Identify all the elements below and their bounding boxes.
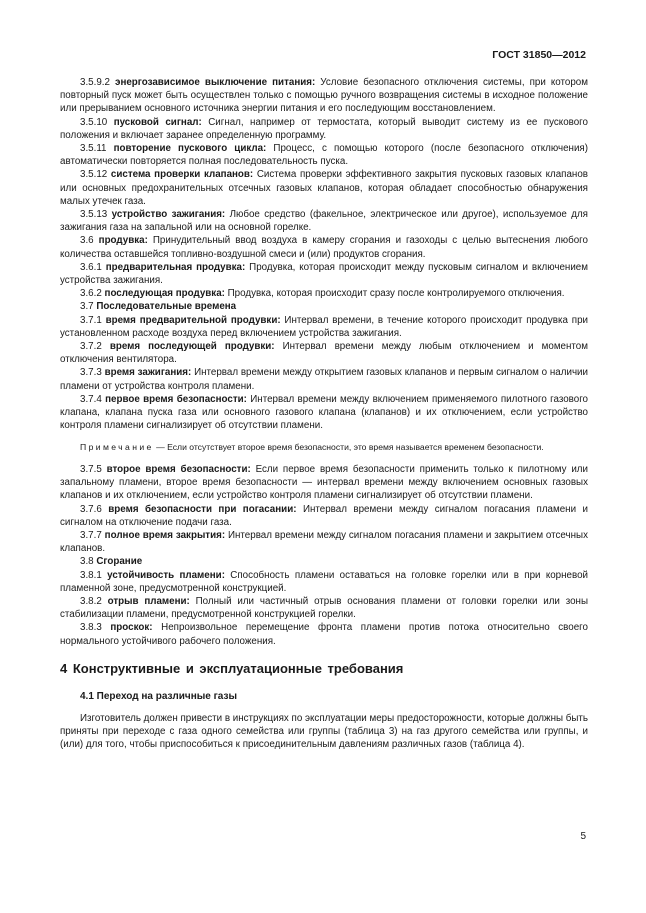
paragraph-3-5-13: 3.5.13 устройство зажигания: Любое средство (факельное, электрическое или другое), используемое для зажигания газа на запальной или на основной горелке. (60, 209, 588, 234)
term: время безопасности при погасании: (108, 503, 297, 515)
document-body (60, 76, 588, 752)
paragraph-3-7-3: 3.7.3 время зажигания: Интервал времени между открытием газовых клапанов и первым сигналом о наличии пламени от устройства контроля пламени. (60, 367, 588, 392)
term: отрыв пламени: (107, 596, 190, 608)
term: продувка: (98, 235, 148, 247)
term: Последовательные времена (96, 301, 237, 313)
paragraph-3-7-4: 3.7.4 первое время безопасности: Интервал времени между включением применяемого пилотного газового клапана, клапана пуска газа или основного газового клапана (клапанов) и их отключением, если устройство контроля пламени сигнализирует об отсутствии пламени. (60, 393, 588, 432)
page-number: 5 (580, 831, 586, 842)
paragraph-3-7-2: 3.7.2 время последующей продувки: Интервал времени между любым отключением и моментом отключения вентилятора. (60, 341, 588, 366)
term: время предварительной продувки: (105, 314, 281, 326)
paragraph-3-8: 3.8 Сгорание (80, 556, 143, 568)
paragraph-3-5-10: 3.5.10 пусковой сигнал: Сигнал, например от термостата, который выводит систему из ее пускового положения и включает заранее определенную программу. (60, 116, 588, 141)
note-label: Примечание (80, 442, 154, 453)
term: Сгорание (96, 556, 143, 568)
paragraph-3-7-7: 3.7.7 полное время закрытия: Интервал времени между сигналом погасания пламени и закрытием отсечных клапанов. (60, 530, 588, 555)
subsection-title: 4.1 Переход на различные газы (80, 690, 237, 702)
paragraph-3-7: 3.7 Последовательные времена (80, 301, 237, 313)
paragraph-3-5-9-2: 3.5.9.2 энергозависимое выключение питания: Условие безопасного отключения системы, при котором повторный пуск может быть осуществлен только с помощью ручного возвращения системы в исходное положение или прерыванием основного источника энергии питания и его последующим восстановлением. (60, 77, 588, 115)
note (60, 441, 588, 454)
term: время зажигания: (104, 367, 192, 379)
term: устройство зажигания: (111, 209, 226, 221)
paragraph-3-8-3: 3.8.3 проскок: Непроизвольное перемещение фронта пламени против потока относительно своего нормального устойчивого рабочего положения. (60, 622, 588, 647)
term: предварительная продувка: (105, 261, 246, 273)
subsection-text: Изготовитель должен привести в инструкциях по эксплуатации меры предосторожности, которые должны быть приняты при переходе с газа одного семейства или группы (таблица 3) на газ другого семейства или группы, и (или) для того, чтобы приспособиться к присоединительным давлениям различных газов (таблица 4). (60, 713, 588, 751)
paragraph-3-6-1: 3.6.1 предварительная продувка: Продувка, которая происходит между пусковым сигналом и включением устройства зажигания. (60, 261, 588, 287)
term: проскок: (110, 622, 153, 634)
paragraph-3-7-1: 3.7.1 время предварительной продувки: Интервал времени, в течение которого происходит продувка при установленном расходе воздуха перед включением устройства зажигания. (60, 314, 588, 339)
term: пусковой сигнал: (113, 116, 202, 128)
term: первое время безопасности: (105, 393, 247, 405)
document-header: ГОСТ 31850—2012 (492, 49, 586, 61)
term: устойчивость пламени: (107, 569, 225, 581)
term: полное время закрытия: (104, 530, 226, 541)
term: время последующей продувки: (109, 341, 275, 353)
paragraph-3-7-6: 3.7.6 время безопасности при погасании: Интервал времени между сигналом погасания пламени и сигналом на отключение подачи газа. (60, 503, 588, 528)
term: энергозависимое выключение питания: (115, 77, 316, 88)
paragraph-3-6: 3.6 продувка: Принудительный ввод воздуха в камеру сгорания и газоходы с целью вытеснения любого количества оставшейся топливно-воздушной смеси и (или) продуктов сгорания. (60, 235, 588, 260)
paragraph-3-6-2: 3.6.2 последующая продувка: Продувка, которая происходит сразу после контролируемого отключения. (80, 288, 565, 300)
term: повторение пускового цикла: (113, 143, 267, 155)
term: система проверки клапанов: (110, 169, 254, 181)
paragraph-3-8-2: 3.8.2 отрыв пламени: Полный или частичный отрыв основания пламени от головки горелки или зоны стабилизации пламени, предусмотренной конструкцией горелки. (60, 596, 588, 621)
note-text: — Если отсутствует второе время безопасности, это время называется временем безопасности. (153, 442, 544, 453)
term: второе время безопасности: (106, 463, 251, 475)
term: последующая продувка: (104, 288, 225, 300)
section-title: 4 Конструктивные и эксплуатационные требования (60, 660, 404, 676)
paragraph-3-8-1: 3.8.1 устойчивость пламени: Способность пламени оставаться на головке горелки или в при корневой пламенной зоне, предусмотренной конструкцией. (60, 569, 588, 594)
paragraph-3-5-11: 3.5.11 повторение пускового цикла: Процесс, с помощью которого (после безопасного отключения) автоматически повторяется полная последовательность пуска. (60, 143, 588, 168)
paragraph-3-7-5: 3.7.5 второе время безопасности: Если первое время безопасности применить только к пилотному или запальному пламени, второе время безопасности — интервал времени между включением основных газовых клапанов и их отключением, если устройство контроля пламени сигнализирует об отсутствии пламени. (60, 463, 588, 502)
paragraph-3-5-12: 3.5.12 система проверки клапанов: Система проверки эффективного закрытия пусковых газовых клапанов или основных предохранительных отсечных газовых клапанов, которая обладает способностью обнаружения малых утечек газа. (60, 169, 588, 207)
